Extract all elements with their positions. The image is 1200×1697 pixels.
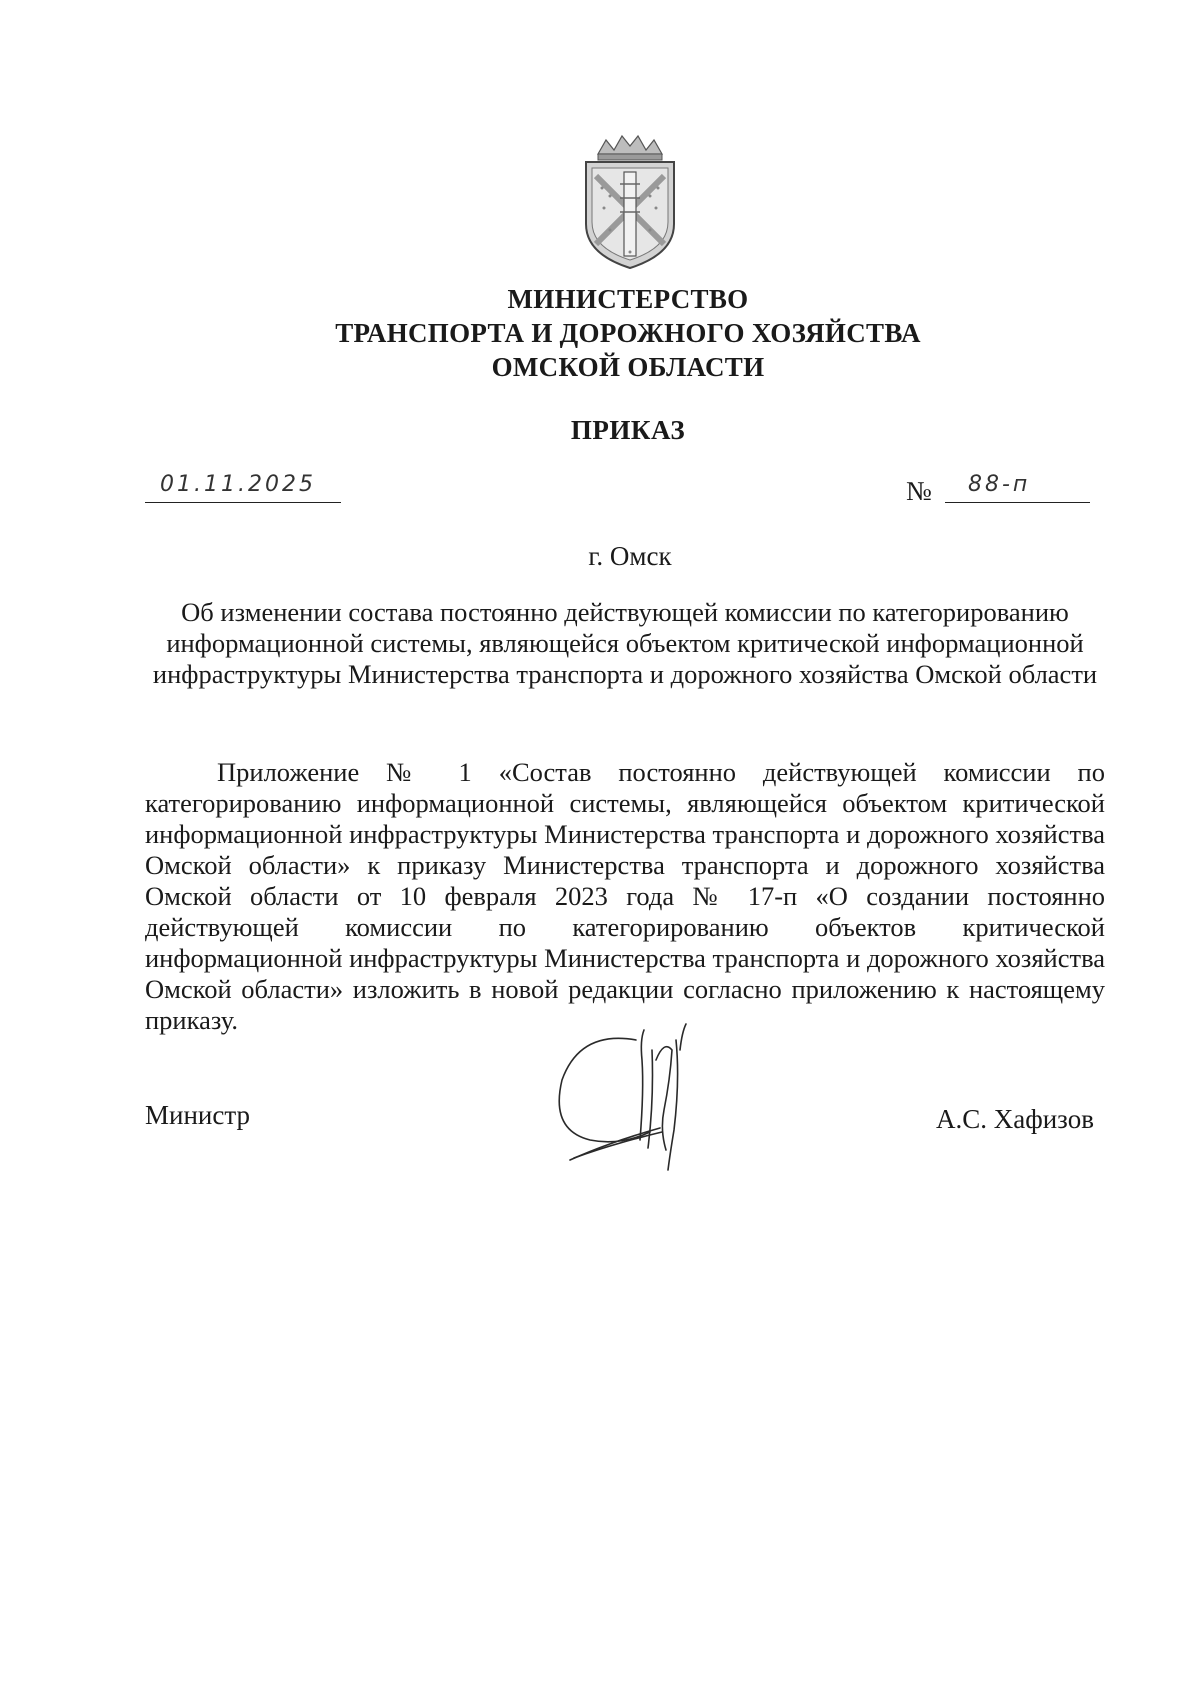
document-subject: Об изменении состава постоянно действующей комиссии по категорированию информационной системы, являющейся объектом критической информационной инфраструктуры Министерства транспорта и дорожного хозяйства Омской области: [152, 597, 1098, 689]
document-type: ПРИКАЗ: [570, 415, 686, 445]
document-date: 01.11.2025: [160, 472, 316, 497]
signature-icon: [540, 1020, 740, 1180]
number-label: №: [906, 476, 932, 506]
coat-of-arms-icon: [576, 132, 684, 272]
signer-name: А.С. Хафизов: [936, 1104, 1094, 1134]
ministry-title-line3: ОМСКОЙ ОБЛАСТИ: [491, 352, 765, 382]
ministry-title-line2: ТРАНСПОРТА И ДОРОЖНОГО ХОЗЯЙСТВА: [335, 318, 921, 348]
document-number: 88-п: [968, 472, 1031, 497]
ministry-title-line1: МИНИСТЕРСТВО: [507, 284, 749, 314]
document-city: г. Омск: [588, 541, 672, 571]
document-body: Приложение № 1 «Состав постоянно действующей комиссии по категорированию информационной системы, являющейся объектом критической информационной инфраструктуры Министерства транспорта и дорожного хозяйства Омской области» к приказу Министерства транспорта и дорожного хозяйства Омской области от 10 февраля 2023 года № 17-п «О создании постоянно действующей комиссии по категорированию объектов критической информационной инфраструктуры Министерства транспорта и дорожного хозяйства Омской области» изложить в новой редакции согласно приложению к настоящему приказу.: [145, 757, 1105, 1035]
signer-title: Министр: [145, 1100, 250, 1130]
